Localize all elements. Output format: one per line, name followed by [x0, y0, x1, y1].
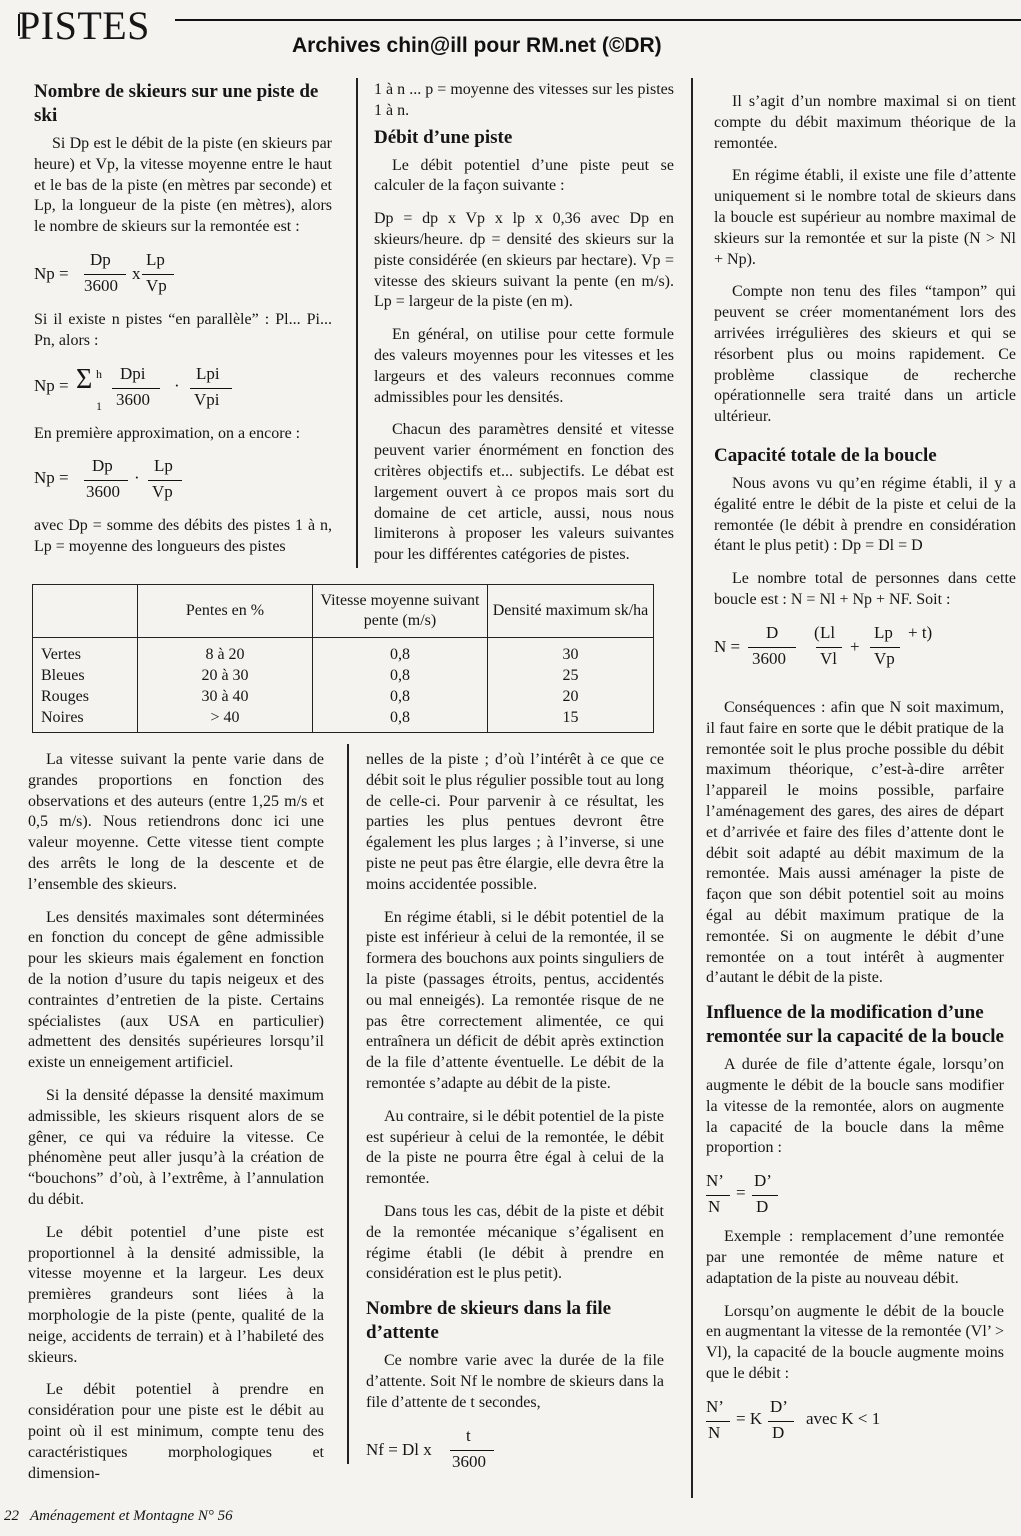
table-cell: 30 à 40 — [138, 686, 313, 707]
paragraph: Le débit potentiel d’une piste peut se calculer de la façon suivante : — [374, 156, 674, 195]
formula-numerator: Dp — [92, 456, 113, 476]
page-number: 22 — [4, 1508, 19, 1524]
table-cell: 0,8 — [313, 686, 488, 707]
table-row — [33, 686, 654, 707]
formula-denominator: 3600 — [86, 482, 120, 502]
formula-numerator: Lp — [874, 622, 893, 642]
formula-numerator: Dp — [90, 249, 111, 269]
paragraph: avec Dp = somme des débits des pistes 1 à n, Lp = moyenne des longueurs des pistes — [34, 517, 332, 556]
table-cell: Rouges — [33, 686, 138, 707]
formula-operator: x — [132, 263, 141, 283]
column-divider-top-2 — [691, 78, 693, 1498]
paragraph: En première approximation, on a encore : — [34, 424, 301, 442]
formula-ratio-k — [706, 1397, 1004, 1445]
paragraph: Dp = dp x Vp x lp x 0,36 avec Dp en skieurs/heure. dp = densité des skieurs sur la piste considérée (en skieurs par hectare). Vp = vitesse des skieurs suivant la pente (en m/s). Lp = largeur de la piste (en m). — [374, 210, 674, 311]
formula-tail: + t) — [908, 622, 933, 642]
paragraph: En régime établi, il existe une file d’attente uniquement si le nombre total de skieurs dans la boucle est supérieur au nombre maximal de skieurs sur la remontée et sur la piste (N > Nl + Np). — [714, 167, 1016, 268]
formula-numerator: Lpi — [196, 363, 220, 383]
formula-numerator: N’ — [706, 1171, 724, 1191]
paragraph: nelles de la piste ; d’où l’intérêt à ce que ce débit soit le plus régulier possible tout au long de celle-ci. Pour parvenir à ce résultat, les parties les plus pentues devront être également les plus larges ; à l’inverse, si une piste ne peut pas être élargie, elle devra être la moins accidentée possible. — [366, 751, 664, 893]
formula-numerator: D’ — [770, 1396, 788, 1416]
formula-denominator: D — [772, 1422, 785, 1442]
table-cell: Noires — [33, 707, 138, 733]
formula-denominator: 3600 — [752, 648, 786, 668]
formula-np-approx — [34, 456, 332, 508]
formula-lhs: N = — [714, 636, 741, 656]
formula-denominator: 3600 — [452, 1451, 486, 1471]
column-2-bottom — [366, 750, 664, 1486]
formula-ratio — [706, 1171, 1004, 1219]
header-rule — [175, 19, 1021, 21]
formula-denominator: Vpi — [194, 389, 220, 409]
formula-numerator: D — [766, 622, 779, 642]
table-row — [33, 665, 654, 686]
formula-subscript: 1 — [96, 398, 102, 413]
formula-superscript: h — [96, 366, 102, 381]
table-cell: 0,8 — [313, 638, 488, 666]
density-table — [32, 584, 654, 733]
column-1-bottom — [28, 750, 324, 1496]
formula-numerator: N’ — [706, 1396, 724, 1416]
formula-nf — [366, 1426, 664, 1478]
heading-capacite-boucle: Capacité totale de la boucle — [714, 444, 937, 466]
paragraph: Dans tous les cas, débit de la piste et débit de la remontée mécanique s’égalisent en régime établi (le débit à prendre en considération est le plus petit). — [366, 1202, 664, 1283]
formula-operator: + — [850, 636, 860, 656]
formula-numerator: Ll — [820, 622, 836, 642]
heading-file-attente: Nombre de skieurs dans la file d’attente — [366, 1298, 612, 1344]
paragraph: Si la densité dépasse la densité maximum admissible, les skieurs risquent alors de se gêner, ce qui va réduire la vitesse. Ce phénomène peut aller jusqu’à la création de “bouchons” d’où, à l’extrême, à l’annulation du débit. — [28, 1086, 324, 1208]
formula-n-total — [714, 623, 1016, 675]
table-header: Pentes en % — [138, 585, 313, 638]
formula-numerator: Dpi — [120, 363, 146, 383]
paragraph: A durée de file d’attente égale, lorsqu’on augmente le débit de la boucle sans modifier la vitesse de la remontée, alors on augmente la capacité de la boucle dans la même proportion : — [706, 1056, 1004, 1157]
column-1-top — [34, 78, 332, 570]
paragraph: Ce nombre varie avec la durée de la file d’attente. Soit Nf le nombre de skieurs dans la file d’attente de t secondes, — [366, 1352, 664, 1411]
formula-lhs: Np = — [34, 263, 69, 283]
formula-numerator: Lp — [146, 249, 165, 269]
formula-numerator: Lp — [154, 456, 173, 476]
formula-denominator: Vp — [152, 482, 173, 502]
paragraph: Le nombre total de personnes dans cette boucle est : N = Nl + Np + NF. Soit : — [714, 570, 1016, 608]
formula-operator: · — [174, 375, 180, 395]
table-row — [33, 638, 654, 666]
paragraph: Au contraire, si le débit potentiel de la piste est supérieur à celui de la remontée, le débit de la piste ne pourra être égal à celui de la remontée. — [366, 1107, 664, 1188]
table-cell: 20 à 30 — [138, 665, 313, 686]
formula-denominator: Vp — [874, 648, 895, 668]
table-cell: Vertes — [33, 638, 138, 666]
heading-debit-piste: Débit d’une piste — [374, 126, 513, 148]
column-2-top — [374, 80, 674, 578]
table-cell: > 40 — [138, 707, 313, 733]
formula-tail: avec K < 1 — [806, 1408, 881, 1428]
page-footer — [4, 1508, 233, 1525]
formula-denominator: N — [708, 1422, 721, 1442]
table-cell: 15 — [488, 707, 654, 733]
table-cell: 25 — [488, 665, 654, 686]
paragraph: Les densités maximales sont déterminées en fonction du concept de gêne admissible pour les skieurs mais également en fonction de la notion d’usure du tapis neigeux et des contraintes d’entretien de la piste. Certains spécialistes (aux USA en particulier) admettent des densités supérieures lorsqu’il existe un enneigement artificiel. — [28, 908, 324, 1072]
formula-lhs: Nf = Dl x — [366, 1439, 432, 1459]
table-cell: 0,8 — [313, 707, 488, 733]
paragraph: Conséquences : afin que N soit maximum, il faut faire en sorte que le débit pratique de la remontée soit le plus proche possible du débit maximum théorique, c’est-à-dire arrêter l’appareil le moins possible, parfaire l’aménagement des gares, des aires de départ et d’arrivée et faire des files d’attente dont le débit soit adapté au débit maximum de la remontée. Mais aussi aménager la piste de façon que son débit potentiel soit au moins égal au débit maximum pratique de la remontée. Si on augmente le débit d’une remontée on a tout intérêt à augmenter d’autant le débit de la piste. — [706, 699, 1004, 987]
paragraph: Exemple : remplacement d’une remontée par une remontée de même nature et adaptation de la piste au nouveau débit. — [706, 1228, 1004, 1287]
table-cell: 0,8 — [313, 665, 488, 686]
formula-lhs: Np = — [34, 468, 69, 488]
table-cell: 20 — [488, 686, 654, 707]
formula-operator: · — [134, 468, 140, 488]
column-divider-top — [356, 78, 358, 568]
paragraph: 1 à n ... p = moyenne des vitesses sur les pistes 1 à n. — [374, 81, 674, 119]
formula-operator: = — [736, 1183, 746, 1203]
paragraph: Compte non tenu des files “tampon” qui peuvent se créer momentanément lors des arrivées irrégulières des skieurs et qui se résorbent plus ou moins rapidement. Ce problème classique de recherche opérationnelle sera traité dans un article ultérieur. — [714, 283, 1016, 426]
sigma-symbol: Σ — [76, 363, 93, 395]
table-header — [33, 585, 138, 638]
table-header: Densité maximum sk/ha — [488, 585, 654, 638]
heading-influence-modification: Influence de la modification d’une remontée sur la capacité de la boucle — [706, 1002, 1004, 1048]
heading-nombre-skieurs-piste: Nombre de skieurs sur une piste de ski — [34, 81, 319, 126]
paragraph: Le débit potentiel à prendre en considération pour une piste est le débit au point où il est minimum, compte tenu des caractéristiques morphologiques et dimension- — [28, 1381, 324, 1482]
paragraph: La vitesse suivant la pente varie dans de grandes proportions en fonction des observations et des auteurs (entre 1,25 m/s et 0,5 m/s). Nous retiendrons donc ici une valeur moyenne. Cette vitesse tient compte des arrêts le long de la descente et de l’ensemble des skieurs. — [28, 751, 324, 893]
paragraph: Si Dp est le débit de la piste (en skieurs par heure) et Vp, la vitesse moyenne entre le haut et le bas de la piste (en mètres par seconde) et Lp, la longueur de la piste (en mètres), alors le nombre de skieurs sur la remontée est : — [34, 135, 332, 236]
formula-denominator: 3600 — [116, 389, 150, 409]
column-divider-bottom — [347, 744, 349, 1464]
formula-denominator: Vl — [820, 648, 837, 668]
formula-denominator: 3600 — [84, 275, 118, 295]
paragraph: Chacun des paramètres densité et vitesse peuvent varier énormément en fonction des critères objectifs et... subjectifs. Le débat est largement ouvert à ce propos mais sort du domaine de cet article, aussi, nous nous limiterons à proposer les valeurs suivantes pour les différentes catégories de pistes. — [374, 421, 674, 564]
archive-watermark: Archives chin@ill pour RM.net (©DR) — [292, 34, 662, 57]
formula-np-sum — [34, 364, 332, 416]
formula-denominator: N — [708, 1197, 721, 1217]
section-title: PISTES — [18, 3, 150, 48]
formula-paren: ( — [814, 622, 820, 642]
table-row — [33, 707, 654, 733]
formula-numerator: t — [466, 1425, 471, 1445]
formula-lhs: Np = — [34, 375, 69, 395]
paragraph: Le débit potentiel d’une piste est proportionnel à la densité admissible, la vitesse moyenne et la largeur. Les deux premières grandeurs sont liées à la morphologie de la piste (pente, qualité de la neige, accidents de terrain) et à l’habileté des skieurs. — [28, 1223, 324, 1366]
table-header: Vitesse moyenne suivant pente (m/s) — [313, 585, 488, 638]
paragraph: En général, on utilise pour cette formule des valeurs moyennes pour les vitesses et les largeurs et des valeurs reconnues comme admissibles pour les densités. — [374, 326, 674, 406]
table-cell: 30 — [488, 638, 654, 666]
formula-denominator: D — [756, 1197, 769, 1217]
paragraph: En régime établi, si le débit potentiel de la piste est inférieur à celui de la remontée, il se formera des bouchons aux points singuliers de la piste (passages étroits, pentus, accidentés ou mal enneigés). La remontée risque de ne pas être correctement alimentée, ce qui entraînera un déficit de débit après extinction de la file d’attente éventuelle. Le débit de la remontée s’adapte au débit de la piste. — [366, 908, 664, 1092]
formula-numerator: D’ — [754, 1171, 772, 1191]
journal-title: Aménagement et Montagne N° 56 — [29, 1508, 233, 1524]
formula-denominator: Vp — [146, 275, 167, 295]
column-3-bottom — [706, 698, 1004, 1453]
table-cell: 8 à 20 — [138, 638, 313, 666]
column-3-top — [714, 92, 1016, 683]
table-cell: Bleues — [33, 665, 138, 686]
paragraph: Nous avons vu qu’en régime établi, il y a égalité entre le débit de la piste et celui de la remontée (le débit à prendre en considération étant le plus petit) : Dp = Dl = D — [714, 474, 1016, 555]
formula-np — [34, 250, 332, 302]
paragraph: Si il existe n pistes “en parallèle” : Pl... Pi... Pn, alors : — [34, 310, 332, 349]
paragraph: Il s’agit d’un nombre maximal si on tient compte du débit maximum théorique de la remontée. — [714, 93, 1016, 152]
paragraph: Lorsqu’on augmente le débit de la boucle en augmentant la vitesse de la remontée (Vl’ > Vl), la capacité de la boucle augmente moins que le débit : — [706, 1302, 1004, 1382]
formula-operator: = K — [736, 1408, 763, 1428]
